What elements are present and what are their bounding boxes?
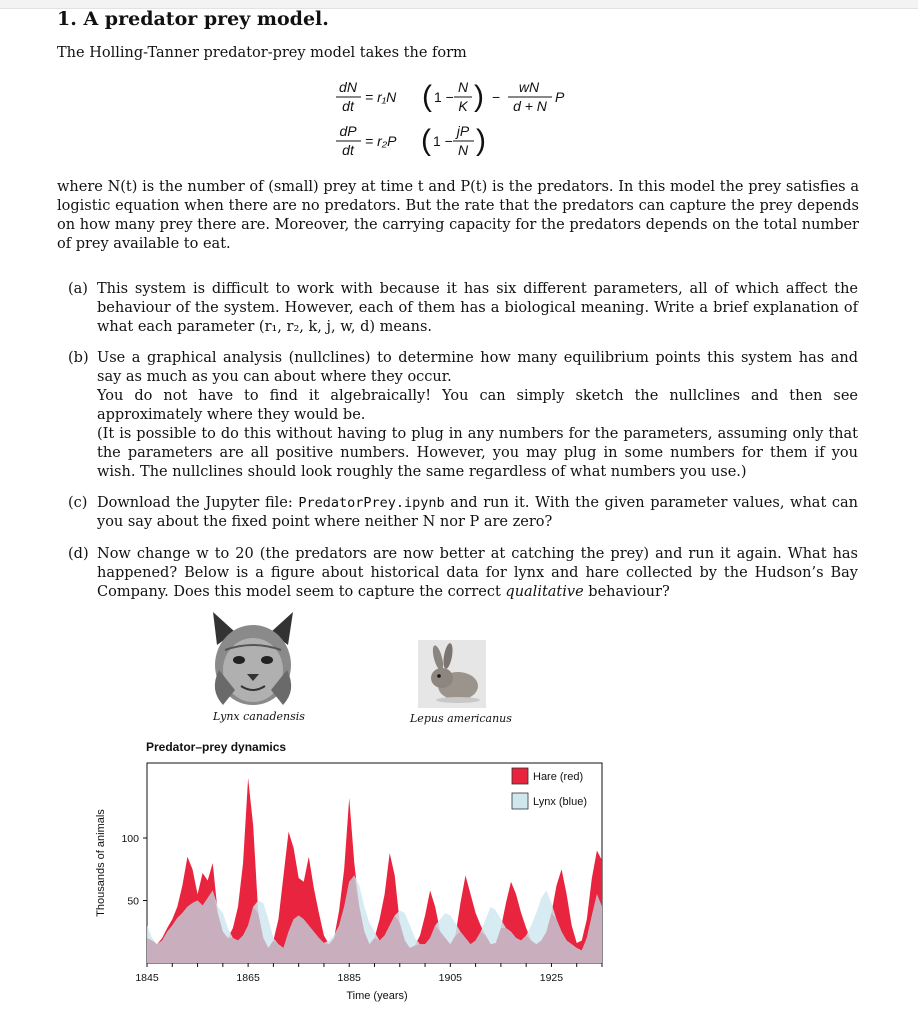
legend-hare-swatch — [512, 768, 528, 784]
question-b — [68, 349, 858, 482]
eq2-frac-num: jP — [456, 123, 470, 139]
legend-lynx-swatch — [512, 793, 528, 809]
y-tick-label: 100 — [121, 833, 139, 845]
eq1-term-den: d + N — [513, 98, 547, 114]
eq1-rate: = r₁N — [365, 89, 397, 105]
x-tick-label: 1845 — [135, 972, 159, 984]
question-c — [68, 494, 858, 532]
question-c-text: Download the Jupyter file: PredatorPrey.ipynb and run it. With the given parameter values, what can you say about the fixed point where neither N nor P are zero? — [97, 495, 858, 530]
eq2-inner: 1 − — [433, 133, 453, 149]
svg-text:): ) — [476, 124, 486, 157]
description-paragraph: where N(t) is the number of (small) prey at time t and P(t) is the predators. In this model the prey satisfies a logistic equation when there are no predators. But the rate that the predators can capture the prey depends on how many prey there are. Moreover, the carrying capacity for the predators depends on the total number of prey available to eat. — [57, 179, 859, 252]
x-tick-label: 1905 — [438, 972, 463, 984]
eq1-lhs-den: dt — [342, 98, 354, 114]
predator-prey-chart — [90, 755, 620, 1010]
intro-text: The Holling-Tanner predator-prey model takes the form — [57, 45, 467, 61]
eq2-lhs-num: dP — [339, 123, 357, 139]
legend-lynx-label: Lynx (blue) — [533, 796, 588, 808]
question-b-line2: You do not have to find it algebraically! You can simply sketch the nullclines and then see approximately where they would be. — [97, 388, 858, 423]
svg-text:(: ( — [422, 80, 432, 113]
x-tick-label: 1925 — [539, 972, 564, 984]
eq2-lhs-den: dt — [342, 142, 354, 158]
x-axis-label: Time (years) — [346, 990, 408, 1002]
eq1-lhs-num: dN — [339, 79, 357, 95]
svg-text:): ) — [474, 80, 484, 113]
lynx-image — [205, 610, 300, 710]
y-tick-label: 50 — [127, 895, 139, 908]
question-d — [68, 545, 858, 602]
eq1-frac-num: N — [457, 79, 469, 95]
x-tick-label: 1865 — [236, 972, 260, 984]
hare-caption: Lepus americanus — [410, 712, 512, 725]
question-a-label: (a) — [68, 281, 88, 297]
eq2-frac-den: N — [457, 142, 469, 158]
x-tick-label: 1885 — [337, 972, 361, 984]
eq1-minus: − — [492, 89, 501, 105]
question-a-text: This system is difficult to work with because it has six different parameters, all of which affect the behaviour of the system. However, each of them has a biological meaning. Write a brief explanation of what each parameter (r₁, r₂, k, j, w, d) means. — [97, 281, 858, 335]
chart-title: Predator–prey dynamics — [146, 740, 287, 754]
equation-block — [330, 74, 630, 170]
question-b-label: (b) — [68, 350, 89, 366]
eq1-term-tail: P — [555, 89, 565, 105]
question-b-line1: Use a graphical analysis (nullclines) to determine how many equilibrium points this system has and say as much as you can about where they occur. — [97, 350, 858, 385]
question-c-label: (c) — [68, 495, 88, 511]
hare-image — [418, 640, 486, 708]
question-a — [68, 280, 858, 337]
legend-hare-label: Hare (red) — [533, 771, 584, 783]
eq1-frac-den: K — [458, 98, 468, 114]
eq1-inner: 1 − — [434, 89, 454, 105]
svg-text:(: ( — [421, 124, 431, 157]
question-b-line3: (It is possible to do this without having to plug in any numbers for the parameters, assuming only that the parameters are all positive numbers. However, you may plug in some numbers for them if you wish. The nullclines should look roughly the same regardless of what numbers you use.) — [97, 426, 858, 480]
y-axis-label: Thousands of animals — [95, 809, 107, 917]
question-d-text: Now change w to 20 (the predators are now better at catching the prey) and run it again. What has happened? Below is a figure about historical data for lynx and hare collected by the Hudson’s Bay Company. Does this model seem to capture the correct qualitative behaviour? — [97, 546, 858, 600]
notebook-filename: PredatorPrey.ipynb — [298, 495, 445, 511]
page-title: 1. A predator prey model. — [57, 8, 329, 30]
question-d-label: (d) — [68, 546, 89, 562]
lynx-caption: Lynx canadensis — [213, 710, 305, 723]
eq1-term-num: wN — [518, 79, 540, 95]
eq2-rate: = r₂P — [365, 133, 397, 149]
